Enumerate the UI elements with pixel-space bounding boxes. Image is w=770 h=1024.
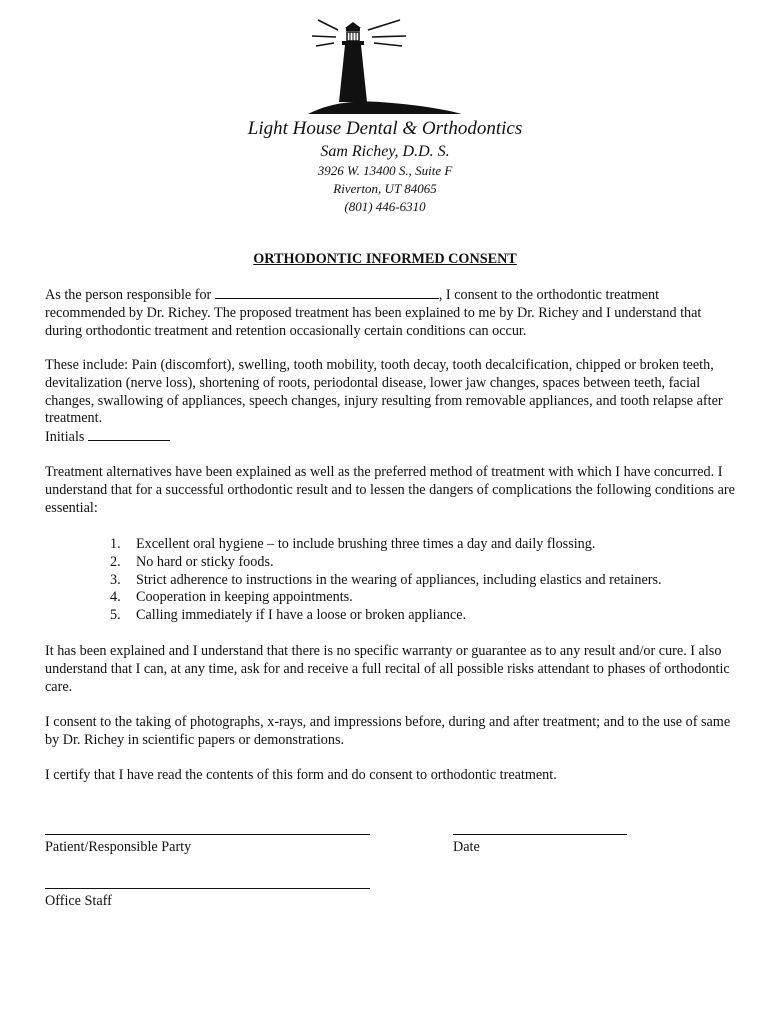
list-number: 1.	[110, 536, 121, 552]
risks-text: These include: Pain (discomfort), swelling, tooth mobility, tooth decay, tooth decalcification, chipped or broken teeth, devitalization (nerve loss), shortening of roots, periodontal disease, lower jaw changes, spaces between teeth, facial changes, swallowing of appliances, speech changes, injury resulting from removable appliances, and tooth relapse after treatment.	[45, 357, 723, 427]
certify-paragraph: I certify that I have read the contents of this form and do consent to orthodontic treatment.	[45, 767, 557, 783]
patient-signature-label: Patient/Responsible Party	[45, 839, 192, 855]
list-number: 2.	[110, 553, 121, 570]
doctor-name: Sam Richey, D.D. S.	[320, 143, 450, 160]
list-text: Strict adherence to instructions in the wearing of appliances, including elastics and retainers.	[136, 571, 662, 588]
phone-number: (801) 446-6310	[344, 199, 426, 214]
paragraph-1-start: As the person responsible for	[45, 287, 215, 303]
address-line-2: Riverton, UT 84065	[333, 181, 437, 196]
document-title: ORTHODONTIC INFORMED CONSENT	[253, 251, 517, 267]
patient-signature-line[interactable]	[45, 834, 370, 835]
office-staff-label: Office Staff	[45, 893, 112, 909]
list-text: Cooperation in keeping appointments.	[136, 589, 353, 606]
list-item	[110, 572, 740, 590]
list-number: 4.	[110, 589, 121, 606]
list-text: Calling immediately if I have a loose or broken appliance.	[136, 607, 467, 624]
address-line-1: 3926 W. 13400 S., Suite F	[317, 163, 453, 178]
risks-paragraph	[45, 357, 735, 447]
date-label: Date	[453, 839, 480, 855]
practice-name: Light House Dental & Orthodontics	[247, 118, 523, 139]
office-staff-signature-line[interactable]	[45, 888, 370, 889]
consent-paragraph-1	[45, 286, 735, 340]
list-item	[110, 554, 740, 572]
warranty-paragraph: It has been explained and I understand that there is no specific warranty or guarantee as to any result and/or cure. I also understand that I can, at any time, ask for and receive a full recital of all possible risks attendant to phases of orthodontic care.	[45, 643, 730, 695]
list-item	[110, 589, 740, 607]
list-number: 5.	[110, 607, 121, 624]
conditions-list	[110, 536, 740, 625]
date-line[interactable]	[453, 834, 627, 835]
paragraph-1-end: , I consent to the orthodontic treatment recommended by Dr. Richey. The proposed treatment has been explained to me by Dr. Richey and I understand that during orthodontic treatment and retention occasionally certain conditions can occur.	[45, 287, 702, 339]
list-number: 3.	[110, 571, 121, 588]
initials-label: Initials	[45, 429, 88, 446]
list-text: No hard or sticky foods.	[136, 553, 274, 570]
initials-blank[interactable]	[88, 428, 170, 441]
photographs-paragraph: I consent to the taking of photographs, x-rays, and impressions before, during and after treatment; and to the use of same by Dr. Richey in scientific papers or demonstrations.	[45, 714, 731, 748]
list-item	[110, 607, 740, 625]
list-item	[110, 536, 740, 554]
alternatives-paragraph: Treatment alternatives have been explained as well as the preferred method of treatment with which I have concurred. I understand that for a successful orthodontic result and to lessen the dangers of complications the following conditions are essential:	[45, 464, 735, 516]
list-text: Excellent oral hygiene – to include brushing three times a day and daily flossing.	[136, 536, 596, 552]
lighthouse-logo	[300, 14, 470, 118]
patient-name-blank[interactable]	[215, 286, 439, 299]
